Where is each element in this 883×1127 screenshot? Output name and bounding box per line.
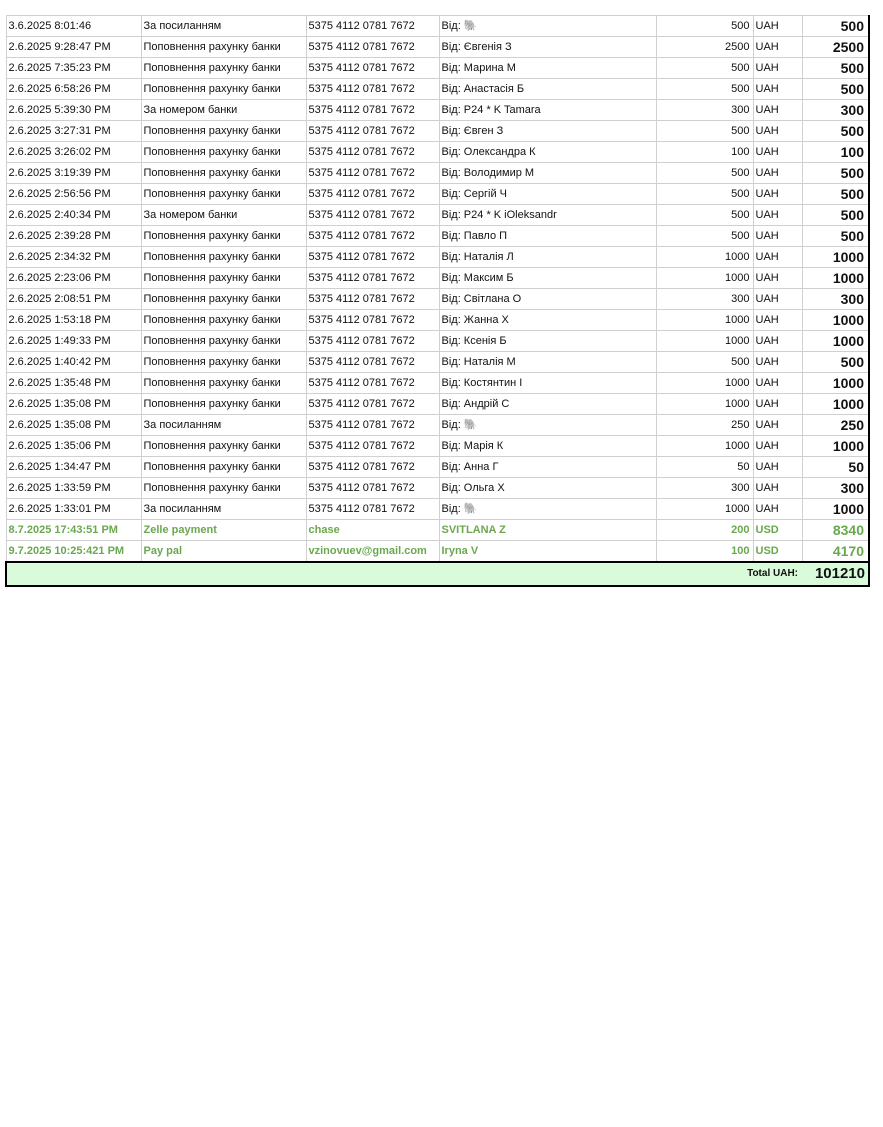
currency-cell: UAH: [753, 415, 802, 436]
type-cell: Поповнення рахунку банки: [141, 352, 306, 373]
type-cell: Поповнення рахунку банки: [141, 436, 306, 457]
table-row: [6, 436, 869, 457]
total-row: [6, 562, 869, 586]
amount-cell: 500: [656, 58, 753, 79]
sender-cell: Від: 🐘: [439, 16, 656, 37]
account-cell: 5375 4112 0781 7672: [306, 415, 439, 436]
type-cell: Поповнення рахунку банки: [141, 331, 306, 352]
table-row: [6, 121, 869, 142]
type-cell: Поповнення рахунку банки: [141, 478, 306, 499]
account-cell: 5375 4112 0781 7672: [306, 373, 439, 394]
account-cell: 5375 4112 0781 7672: [306, 79, 439, 100]
uah-amount-cell: 1000: [802, 436, 869, 457]
uah-amount-cell: 300: [802, 478, 869, 499]
table-row: [6, 331, 869, 352]
table-row: [6, 268, 869, 289]
uah-amount-cell: 1000: [802, 310, 869, 331]
account-cell: 5375 4112 0781 7672: [306, 205, 439, 226]
account-cell: vzinovuev@gmail.com: [306, 541, 439, 563]
uah-amount-cell: 300: [802, 289, 869, 310]
date-cell: 2.6.2025 1:35:06 PM: [6, 436, 141, 457]
table-row: [6, 163, 869, 184]
type-cell: Zelle payment: [141, 520, 306, 541]
amount-cell: 200: [656, 520, 753, 541]
uah-amount-cell: 300: [802, 100, 869, 121]
table-row: [6, 79, 869, 100]
table-row: [6, 310, 869, 331]
type-cell: Поповнення рахунку банки: [141, 394, 306, 415]
currency-cell: UAH: [753, 142, 802, 163]
currency-cell: UAH: [753, 121, 802, 142]
currency-cell: UAH: [753, 58, 802, 79]
sender-cell: Від: Євген З: [439, 121, 656, 142]
currency-cell: UAH: [753, 79, 802, 100]
total-value: 101210: [802, 562, 869, 586]
sender-cell: Від: Олександра К: [439, 142, 656, 163]
sender-cell: Від: Анна Г: [439, 457, 656, 478]
account-cell: 5375 4112 0781 7672: [306, 436, 439, 457]
account-cell: 5375 4112 0781 7672: [306, 289, 439, 310]
amount-cell: 1000: [656, 394, 753, 415]
date-cell: 2.6.2025 1:35:48 PM: [6, 373, 141, 394]
currency-cell: UAH: [753, 16, 802, 37]
sender-cell: Від: P24 * K iOleksandr: [439, 205, 656, 226]
table-row: [6, 58, 869, 79]
currency-cell: UAH: [753, 352, 802, 373]
amount-cell: 1000: [656, 331, 753, 352]
sender-cell: Від: Андрій С: [439, 394, 656, 415]
sender-cell: Від: Павло П: [439, 226, 656, 247]
account-cell: 5375 4112 0781 7672: [306, 457, 439, 478]
date-cell: 2.6.2025 1:49:33 PM: [6, 331, 141, 352]
currency-cell: UAH: [753, 268, 802, 289]
table-row: [6, 520, 869, 541]
type-cell: Поповнення рахунку банки: [141, 142, 306, 163]
uah-amount-cell: 1000: [802, 247, 869, 268]
uah-amount-cell: 500: [802, 226, 869, 247]
account-cell: 5375 4112 0781 7672: [306, 478, 439, 499]
uah-amount-cell: 500: [802, 163, 869, 184]
amount-cell: 1000: [656, 436, 753, 457]
date-cell: 2.6.2025 2:39:28 PM: [6, 226, 141, 247]
date-cell: 8.7.2025 17:43:51 PM: [6, 520, 141, 541]
currency-cell: UAH: [753, 163, 802, 184]
table-body: [6, 16, 869, 587]
account-cell: 5375 4112 0781 7672: [306, 100, 439, 121]
uah-amount-cell: 500: [802, 184, 869, 205]
sender-cell: SVITLANA Z: [439, 520, 656, 541]
total-label: Total UAH:: [6, 562, 802, 586]
type-cell: За номером банки: [141, 205, 306, 226]
uah-amount-cell: 100: [802, 142, 869, 163]
sender-cell: Від: Ксенія Б: [439, 331, 656, 352]
account-cell: 5375 4112 0781 7672: [306, 247, 439, 268]
amount-cell: 2500: [656, 37, 753, 58]
amount-cell: 300: [656, 100, 753, 121]
uah-amount-cell: 1000: [802, 394, 869, 415]
currency-cell: UAH: [753, 100, 802, 121]
uah-amount-cell: 500: [802, 79, 869, 100]
currency-cell: UAH: [753, 478, 802, 499]
account-cell: 5375 4112 0781 7672: [306, 310, 439, 331]
type-cell: За посиланням: [141, 16, 306, 37]
date-cell: 2.6.2025 2:40:34 PM: [6, 205, 141, 226]
currency-cell: UAH: [753, 184, 802, 205]
table-row: [6, 289, 869, 310]
uah-amount-cell: 1000: [802, 373, 869, 394]
uah-amount-cell: 1000: [802, 331, 869, 352]
currency-cell: UAH: [753, 205, 802, 226]
amount-cell: 500: [656, 163, 753, 184]
amount-cell: 300: [656, 478, 753, 499]
account-cell: 5375 4112 0781 7672: [306, 142, 439, 163]
type-cell: Поповнення рахунку банки: [141, 247, 306, 268]
uah-amount-cell: 500: [802, 121, 869, 142]
amount-cell: 250: [656, 415, 753, 436]
type-cell: За посиланням: [141, 415, 306, 436]
date-cell: 2.6.2025 1:40:42 PM: [6, 352, 141, 373]
amount-cell: 100: [656, 541, 753, 563]
table-row: [6, 205, 869, 226]
uah-amount-cell: 500: [802, 205, 869, 226]
type-cell: Поповнення рахунку банки: [141, 226, 306, 247]
date-cell: 9.7.2025 10:25:421 PM: [6, 541, 141, 563]
amount-cell: 50: [656, 457, 753, 478]
date-cell: 2.6.2025 1:34:47 PM: [6, 457, 141, 478]
uah-amount-cell: 1000: [802, 268, 869, 289]
table-row: [6, 100, 869, 121]
type-cell: Поповнення рахунку банки: [141, 121, 306, 142]
sender-cell: Від: Марина М: [439, 58, 656, 79]
amount-cell: 500: [656, 121, 753, 142]
currency-cell: UAH: [753, 331, 802, 352]
amount-cell: 1000: [656, 310, 753, 331]
amount-cell: 500: [656, 352, 753, 373]
sender-cell: Від: 🐘: [439, 499, 656, 520]
amount-cell: 1000: [656, 499, 753, 520]
type-cell: Поповнення рахунку банки: [141, 58, 306, 79]
amount-cell: 300: [656, 289, 753, 310]
uah-amount-cell: 4170: [802, 541, 869, 563]
account-cell: 5375 4112 0781 7672: [306, 37, 439, 58]
sender-cell: Від: 🐘: [439, 415, 656, 436]
table-row: [6, 478, 869, 499]
account-cell: 5375 4112 0781 7672: [306, 163, 439, 184]
type-cell: Поповнення рахунку банки: [141, 457, 306, 478]
type-cell: Поповнення рахунку банки: [141, 268, 306, 289]
amount-cell: 500: [656, 226, 753, 247]
type-cell: Поповнення рахунку банки: [141, 310, 306, 331]
account-cell: 5375 4112 0781 7672: [306, 352, 439, 373]
sender-cell: Від: Анастасія Б: [439, 79, 656, 100]
account-cell: chase: [306, 520, 439, 541]
type-cell: За номером банки: [141, 100, 306, 121]
currency-cell: UAH: [753, 499, 802, 520]
sender-cell: Від: Наталія М: [439, 352, 656, 373]
table-row: [6, 499, 869, 520]
type-cell: Поповнення рахунку банки: [141, 184, 306, 205]
currency-cell: UAH: [753, 436, 802, 457]
uah-amount-cell: 250: [802, 415, 869, 436]
account-cell: 5375 4112 0781 7672: [306, 268, 439, 289]
date-cell: 2.6.2025 1:35:08 PM: [6, 394, 141, 415]
date-cell: 2.6.2025 2:56:56 PM: [6, 184, 141, 205]
uah-amount-cell: 500: [802, 16, 869, 37]
sender-cell: Від: Володимир М: [439, 163, 656, 184]
date-cell: 3.6.2025 8:01:46: [6, 16, 141, 37]
currency-cell: USD: [753, 520, 802, 541]
table-row: [6, 184, 869, 205]
date-cell: 2.6.2025 2:34:32 PM: [6, 247, 141, 268]
uah-amount-cell: 8340: [802, 520, 869, 541]
date-cell: 2.6.2025 3:26:02 PM: [6, 142, 141, 163]
date-cell: 2.6.2025 9:28:47 PM: [6, 37, 141, 58]
account-cell: 5375 4112 0781 7672: [306, 226, 439, 247]
date-cell: 2.6.2025 6:58:26 PM: [6, 79, 141, 100]
amount-cell: 500: [656, 79, 753, 100]
sender-cell: Від: Максим Б: [439, 268, 656, 289]
account-cell: 5375 4112 0781 7672: [306, 331, 439, 352]
sender-cell: Від: Наталія Л: [439, 247, 656, 268]
sender-cell: Від: Костянтин І: [439, 373, 656, 394]
date-cell: 2.6.2025 1:33:01 PM: [6, 499, 141, 520]
table-row: [6, 457, 869, 478]
currency-cell: UAH: [753, 310, 802, 331]
amount-cell: 1000: [656, 247, 753, 268]
account-cell: 5375 4112 0781 7672: [306, 394, 439, 415]
donations-table: [5, 15, 870, 587]
currency-cell: UAH: [753, 247, 802, 268]
table-row: [6, 142, 869, 163]
date-cell: 2.6.2025 5:39:30 PM: [6, 100, 141, 121]
amount-cell: 1000: [656, 373, 753, 394]
currency-cell: UAH: [753, 373, 802, 394]
sender-cell: Від: Світлана О: [439, 289, 656, 310]
table-row: [6, 16, 869, 37]
account-cell: 5375 4112 0781 7672: [306, 184, 439, 205]
sender-cell: Від: Ольга Х: [439, 478, 656, 499]
sender-cell: Від: P24 * K Tamara: [439, 100, 656, 121]
uah-amount-cell: 2500: [802, 37, 869, 58]
amount-cell: 100: [656, 142, 753, 163]
table-row: [6, 373, 869, 394]
currency-cell: UAH: [753, 226, 802, 247]
date-cell: 2.6.2025 1:53:18 PM: [6, 310, 141, 331]
type-cell: За посиланням: [141, 499, 306, 520]
date-cell: 2.6.2025 7:35:23 PM: [6, 58, 141, 79]
table-row: [6, 352, 869, 373]
uah-amount-cell: 500: [802, 352, 869, 373]
table-row: [6, 247, 869, 268]
account-cell: 5375 4112 0781 7672: [306, 58, 439, 79]
currency-cell: UAH: [753, 37, 802, 58]
uah-amount-cell: 500: [802, 58, 869, 79]
sender-cell: Від: Євгенія З: [439, 37, 656, 58]
date-cell: 2.6.2025 3:19:39 PM: [6, 163, 141, 184]
account-cell: 5375 4112 0781 7672: [306, 121, 439, 142]
amount-cell: 1000: [656, 268, 753, 289]
type-cell: Поповнення рахунку банки: [141, 79, 306, 100]
currency-cell: UAH: [753, 394, 802, 415]
account-cell: 5375 4112 0781 7672: [306, 16, 439, 37]
table-row: [6, 415, 869, 436]
type-cell: Поповнення рахунку банки: [141, 37, 306, 58]
uah-amount-cell: 1000: [802, 499, 869, 520]
sender-cell: Від: Жанна Х: [439, 310, 656, 331]
table-row: [6, 226, 869, 247]
date-cell: 2.6.2025 2:23:06 PM: [6, 268, 141, 289]
amount-cell: 500: [656, 184, 753, 205]
sender-cell: Від: Сергій Ч: [439, 184, 656, 205]
uah-amount-cell: 50: [802, 457, 869, 478]
account-cell: 5375 4112 0781 7672: [306, 499, 439, 520]
currency-cell: USD: [753, 541, 802, 563]
amount-cell: 500: [656, 205, 753, 226]
table-row: [6, 394, 869, 415]
currency-cell: UAH: [753, 457, 802, 478]
type-cell: Поповнення рахунку банки: [141, 289, 306, 310]
type-cell: Pay pal: [141, 541, 306, 563]
table-row: [6, 541, 869, 563]
currency-cell: UAH: [753, 289, 802, 310]
date-cell: 2.6.2025 1:35:08 PM: [6, 415, 141, 436]
amount-cell: 500: [656, 16, 753, 37]
sender-cell: Від: Марія К: [439, 436, 656, 457]
type-cell: Поповнення рахунку банки: [141, 163, 306, 184]
date-cell: 2.6.2025 2:08:51 PM: [6, 289, 141, 310]
date-cell: 2.6.2025 1:33:59 PM: [6, 478, 141, 499]
date-cell: 2.6.2025 3:27:31 PM: [6, 121, 141, 142]
table-row: [6, 37, 869, 58]
type-cell: Поповнення рахунку банки: [141, 373, 306, 394]
sender-cell: Iryna V: [439, 541, 656, 563]
